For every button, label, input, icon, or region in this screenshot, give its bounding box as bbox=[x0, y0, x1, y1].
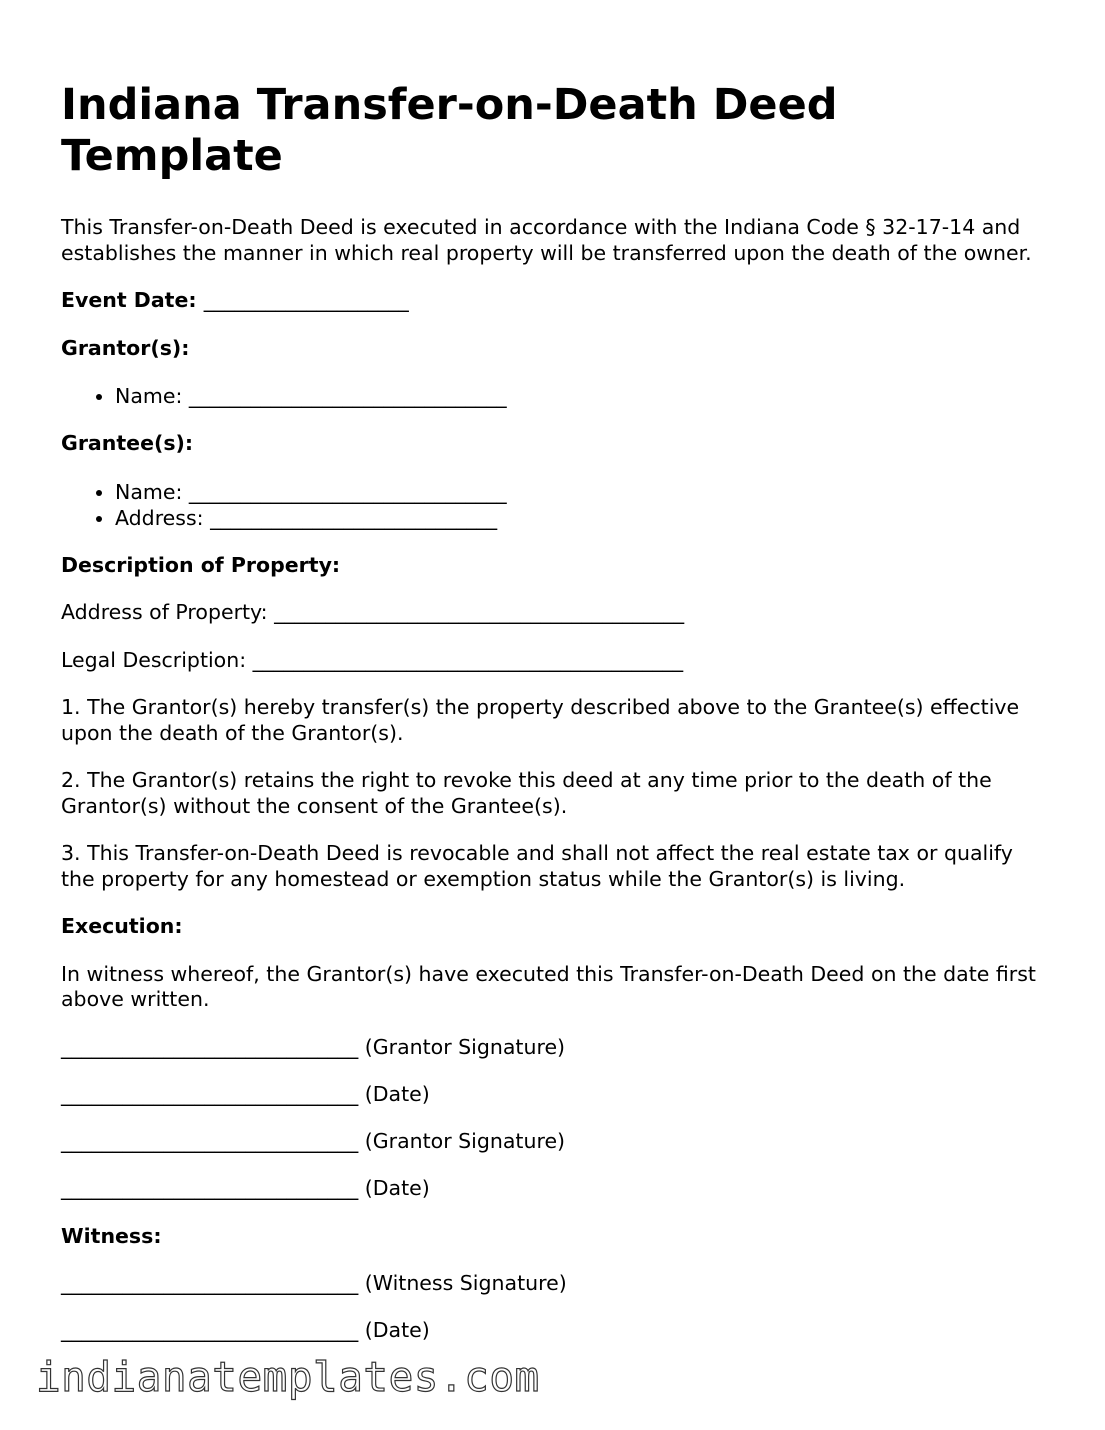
grantor-name-item: • Name: _______________________________ bbox=[115, 383, 1051, 409]
site-watermark: indianatemplates.com bbox=[36, 1353, 540, 1401]
grantee-address-item: • Address: ____________________________ bbox=[115, 505, 1051, 531]
grantors-heading: Grantor(s): bbox=[61, 335, 190, 360]
page-title: Indiana Transfer-on-Death Deed Template bbox=[61, 80, 838, 181]
clause-1: 1. The Grantor(s) hereby transfer(s) the property described above to the Grantee(s) effective upon the death of the Grantor(s). bbox=[61, 695, 1020, 745]
execution-heading: Execution: bbox=[61, 914, 183, 938]
clause-3: 3. This Transfer-on-Death Deed is revocable and shall not affect the real estate tax or qualify the property for any homestead or exemption status while the Grantor(s) is living. bbox=[61, 841, 1013, 891]
event-date-field bbox=[61, 288, 1051, 314]
grantor-signature-line-1: _____________________________ (Grantor Signature) bbox=[61, 1034, 566, 1059]
grantees-list bbox=[61, 479, 1051, 531]
intro-paragraph: This Transfer-on-Death Deed is executed in accordance with the Indiana Code § 32-17-14 and establishes the manner in which real property will be transferred upon the death of the owner. bbox=[61, 215, 1032, 265]
execution-text: In witness whereof, the Grantor(s) have executed this Transfer-on-Death Deed on the date first above written. bbox=[61, 961, 1036, 1011]
witness-date-line: _____________________________ (Date) bbox=[61, 1318, 430, 1343]
event-date-line: ____________________ bbox=[203, 288, 409, 312]
clause-2: 2. The Grantor(s) retains the right to revoke this deed at any time prior to the death of the Grantor(s) without the consent of the Grantee(s). bbox=[61, 768, 992, 818]
witness-signature-line: _____________________________ (Witness Signature) bbox=[61, 1271, 567, 1296]
grantee-name-item: • Name: _______________________________ bbox=[115, 479, 1051, 505]
grantor-date-line-2: _____________________________ (Date) bbox=[61, 1176, 430, 1201]
grantees-heading: Grantee(s): bbox=[61, 431, 194, 455]
grantors-list bbox=[61, 383, 1051, 409]
document-page bbox=[61, 80, 1051, 1366]
event-date-label: Event Date: bbox=[61, 288, 197, 312]
grantor-date-line-1: _____________________________ (Date) bbox=[61, 1081, 430, 1106]
property-legal-line: Legal Description: __________________________________________ bbox=[61, 647, 684, 672]
property-heading: Description of Property: bbox=[61, 552, 341, 577]
witness-heading: Witness: bbox=[61, 1223, 162, 1248]
property-address-line: Address of Property: ________________________________________ bbox=[61, 600, 685, 624]
grantor-signature-line-2: _____________________________ (Grantor Signature) bbox=[61, 1129, 566, 1154]
